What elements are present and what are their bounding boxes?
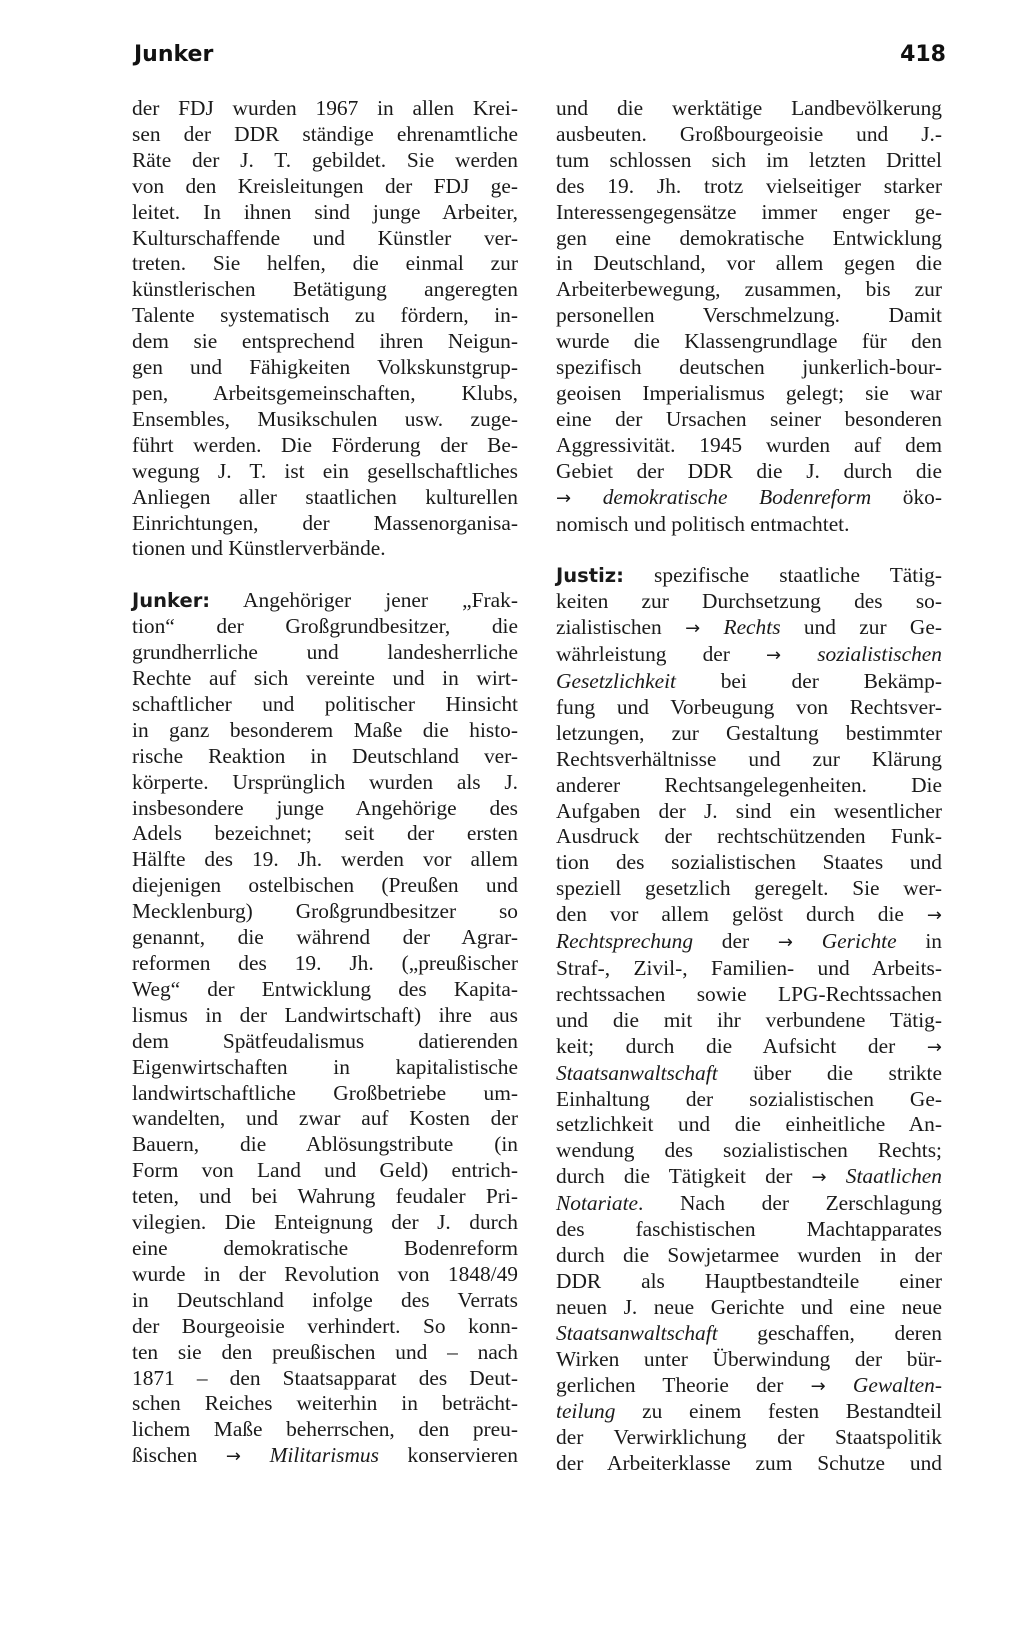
right-text-line: geoisen Imperialismus gelegt; sie war — [556, 380, 942, 405]
right-text-line: durch die Sowjetarmee wurden in der — [556, 1242, 942, 1267]
left-text-line: der Bourgeoisie verhindert. So konn- — [132, 1313, 518, 1338]
right-text-line: DDR als Hauptbestandteile einer — [556, 1268, 942, 1293]
right-text-line: personellen Verschmelzung. Damit — [556, 303, 942, 328]
left-text-line: Anliegen aller staatlichen kulturellen — [132, 484, 518, 509]
header-keyword: Junker — [134, 42, 214, 67]
right-text-line: der Verwirklichung der Staatspolitik — [556, 1425, 942, 1450]
left-text-line: reformen des 19. Jh. („preußischer — [132, 951, 518, 975]
cross-reference-term: Militarismus — [269, 1443, 379, 1468]
cross-reference-term: Rechts — [723, 615, 781, 640]
left-text-line: Hälfte des 19. Jh. werden vor allem — [132, 847, 518, 872]
right-text-line: tum schlossen sich im letzten Drittel — [556, 147, 942, 172]
right-text-line: letzungen, zur Gestaltung bestimmter — [556, 720, 942, 745]
right-text-line: und die mit ihr verbundene Tätig- — [556, 1007, 942, 1032]
left-text-line: genannt, die während der Agrar- — [132, 925, 518, 950]
right-text-line: des 19. Jh. trotz vielseitiger starker — [556, 173, 942, 198]
entry-keyword: Junker: — [132, 589, 211, 613]
right-text-line: Gebiet der DDR die J. durch die — [556, 458, 942, 483]
left-text-line: Einrichtungen, der Massenorganisa- — [132, 510, 518, 535]
arrow-icon: → — [926, 905, 942, 927]
cross-reference-term: sozialistischen — [817, 642, 942, 667]
left-text-line: führt werden. Die Förderung der Be- — [132, 432, 518, 457]
right-text-line: Justiz: spezifische staatliche Tätig- — [556, 563, 942, 588]
left-text-line: Bauern, die Ablösungstribute (in — [132, 1132, 518, 1157]
left-text-line: in Deutschland infolge des Verrats — [132, 1287, 518, 1312]
right-text-line: speziell gesetzlich geregelt. Sie wer- — [556, 876, 942, 901]
cross-reference-term: teilung — [556, 1399, 616, 1424]
cross-reference-term: Staatsanwaltschaft — [556, 1060, 718, 1085]
right-text-line: keit; durch die Aufsicht der → — [556, 1033, 942, 1058]
right-text-line: Gesetzlichkeit bei der Bekämp- — [556, 669, 942, 694]
right-text-line: Ausdruck der rechtschützenden Funk- — [556, 824, 942, 849]
right-text-line: Notariate. Nach der Zerschlagung — [556, 1191, 942, 1216]
arrow-icon: → — [811, 1167, 827, 1189]
arrow-icon: → — [766, 645, 782, 667]
left-text-line: pen, Arbeitsgemeinschaften, Klubs, — [132, 380, 518, 405]
left-text-line: Mecklenburg) Großgrundbesitzer so — [132, 899, 518, 924]
cross-reference-term: Gesetzlichkeit — [556, 669, 676, 694]
left-text-line: wurde in der Revolution von 1848/49 — [132, 1261, 518, 1286]
right-text-line: Straf-, Zivil-, Familien- und Arbeits- — [556, 956, 942, 980]
entry-keyword: Justiz: — [556, 564, 624, 588]
left-text-line: gen und Fähigkeiten Volkskunstgrup- — [132, 355, 518, 380]
right-text-line: tion des sozialistischen Staates und — [556, 850, 942, 875]
right-text-line: Rechtsprechung der → Gerichte in — [556, 929, 942, 954]
left-text-line: ten sie den preußischen und – nach — [132, 1339, 518, 1364]
right-text-line: Wirken unter Überwindung der bür- — [556, 1346, 942, 1371]
right-text-line: ausbeuten. Großbourgeoisie und J.- — [556, 121, 942, 146]
left-text-line: dem sie entsprechend ihren Neigun- — [132, 329, 518, 354]
right-text-line: keiten zur Durchsetzung des so- — [556, 589, 942, 614]
right-text-line: nomisch und politisch entmachtet. — [556, 511, 850, 536]
left-text-line: Eigenwirtschaften in kapitalistische — [132, 1054, 518, 1079]
right-text-line: Rechtsverhältnisse und zur Klärung — [556, 746, 942, 771]
left-text-line: insbesondere junge Angehörige des — [132, 795, 518, 820]
right-text-line: währleistung der → sozialistischen — [556, 642, 942, 667]
left-text-line: körperte. Ursprünglich wurden als J. — [132, 769, 518, 794]
right-text-line: Aggressivität. 1945 wurden auf dem — [556, 432, 942, 457]
left-text-line: in ganz besonderem Maße die histo- — [132, 717, 518, 742]
left-text-line: künstlerischen Betätigung angeregten — [132, 277, 518, 302]
right-text-line: durch die Tätigkeit der → Staatlichen — [556, 1164, 942, 1189]
left-text-line: von den Kreisleitungen der FDJ ge- — [132, 173, 518, 198]
left-text-line: rische Reaktion in Deutschland ver- — [132, 743, 518, 768]
page-number: 418 — [900, 42, 946, 67]
left-text-line: vilegien. Die Enteignung der J. durch — [132, 1210, 518, 1235]
right-text-line: Einhaltung der sozialistischen Ge- — [556, 1086, 942, 1111]
cross-reference-term: Gerichte — [821, 929, 897, 954]
left-text-line: leitet. In ihnen sind junge Arbeiter, — [132, 199, 518, 224]
left-text-line: Kulturschaffende und Künstler ver- — [132, 225, 518, 250]
right-text-line: eine der Ursachen seiner besonderen — [556, 406, 942, 431]
left-text-line: wegung J. T. ist ein gesellschaftliches — [132, 458, 518, 483]
right-text-line: zialistischen → Rechts und zur Ge- — [556, 615, 942, 640]
left-text-line: tionen und Künstlerverbände. — [132, 536, 386, 561]
left-text-line: Ensembles, Musikschulen usw. zuge- — [132, 406, 518, 431]
left-text-line: 1871 – den Staatsapparat des Deut- — [132, 1365, 518, 1390]
left-text-line: tion“ der Großgrundbesitzer, die — [132, 614, 518, 639]
left-text-line: Adels bezeichnet; seit der ersten — [132, 821, 518, 846]
paragraph-gap — [556, 537, 942, 563]
left-text-line: lichem Maße beherrschen, den preu- — [132, 1417, 518, 1442]
left-text-line: schen Reiches weiterhin in beträcht- — [132, 1391, 518, 1416]
right-text-line: Interessengegensätze immer enger ge- — [556, 199, 942, 224]
left-text-line: diejenigen ostelbischen (Preußen und — [132, 873, 518, 898]
running-head — [134, 42, 946, 67]
left-text-line: landwirtschaftliche Großbetriebe um- — [132, 1080, 518, 1105]
left-text-line: grundherrliche und landesherrliche — [132, 640, 518, 665]
arrow-icon: → — [777, 932, 793, 954]
left-text-line: eine demokratische Bodenreform — [132, 1235, 518, 1260]
right-text-line: wurde die Klassengrundlage für den — [556, 329, 942, 354]
left-text-line: dem Spätfeudalismus datierenden — [132, 1028, 518, 1053]
right-text-line: Arbeiterbewegung, zusammen, bis zur — [556, 277, 942, 302]
arrow-icon: → — [926, 1036, 942, 1058]
right-text-line: Staatsanwaltschaft über die strikte — [556, 1060, 942, 1085]
right-text-line: anderer Rechtsangelegenheiten. Die — [556, 772, 942, 797]
right-text-line: wendung des sozialistischen Rechts; — [556, 1138, 942, 1163]
left-column — [132, 96, 518, 1470]
left-text-line: sen der DDR ständige ehrenamtliche — [132, 121, 518, 146]
left-text-line: teten, und bei Wahrung feudaler Pri- — [132, 1184, 518, 1209]
right-text-line: gerlichen Theorie der → Gewalten- — [556, 1372, 942, 1397]
arrow-icon: → — [556, 487, 572, 509]
arrow-icon: → — [225, 1446, 242, 1468]
left-text-line: Form von Land und Geld) entrich- — [132, 1158, 518, 1183]
cross-reference-term: Rechtsprechung — [556, 929, 694, 954]
right-text-line: gen eine demokratische Entwicklung — [556, 225, 942, 250]
right-text-line: in Deutschland, vor allem gegen die — [556, 251, 942, 276]
right-text-line: fung und Vorbeugung von Rechtsver- — [556, 694, 942, 719]
cross-reference-term: Staatsanwaltschaft — [556, 1320, 718, 1345]
left-text-line: wandelten, und zwar auf Kosten der — [132, 1106, 518, 1131]
left-text-line: treten. Sie helfen, die einmal zur — [132, 251, 518, 276]
right-text-line: neuen J. neue Gerichte und eine neue — [556, 1294, 942, 1319]
arrow-icon: → — [685, 618, 701, 640]
paragraph-gap — [132, 562, 518, 588]
right-text-line: den vor allem gelöst durch die → — [556, 902, 942, 927]
right-text-line: Aufgaben der J. sind ein wesentlicher — [556, 798, 942, 823]
left-text-line: Junker: Angehöriger jener „Frak- — [132, 588, 518, 613]
right-text-line: und die werktätige Landbevölkerung — [556, 96, 942, 120]
left-text-line: schaftlicher und politischer Hinsicht — [132, 691, 518, 716]
right-text-line: rechtssachen sowie LPG-Rechtssachen — [556, 981, 942, 1006]
left-text-line: ßischen → Militarismus konservieren — [132, 1443, 518, 1468]
right-text-line: setzlichkeit und die einheitliche An- — [556, 1112, 942, 1137]
right-text-line: der Arbeiterklasse zum Schutze und — [556, 1451, 942, 1476]
right-column — [556, 96, 942, 1477]
right-text-line: Staatsanwaltschaft geschaffen, deren — [556, 1320, 942, 1345]
left-text-line: lismus in der Landwirtschaft) ihre aus — [132, 1002, 518, 1027]
left-text-line: der FDJ wurden 1967 in allen Krei- — [132, 96, 518, 120]
right-text-line: teilung zu einem festen Bestandteil — [556, 1399, 942, 1424]
arrow-icon: → — [810, 1375, 826, 1397]
cross-reference-term: Gewalten- — [852, 1372, 942, 1397]
left-text-line: Rechte auf sich vereinte und in wirt- — [132, 666, 518, 691]
left-text-line: Weg“ der Entwicklung des Kapita- — [132, 976, 518, 1001]
right-text-line: des faschistischen Machtapparates — [556, 1217, 942, 1242]
left-text-line: Talente systematisch zu fördern, in- — [132, 303, 518, 328]
right-text-line: spezifisch deutschen junkerlich-bour- — [556, 355, 942, 380]
cross-reference-term: Notariate — [556, 1191, 639, 1216]
right-text-line: → demokratische Bodenreform öko- — [556, 484, 942, 509]
left-text-line: Räte der J. T. gebildet. Sie werden — [132, 147, 518, 172]
cross-reference-term: demokratische Bodenreform — [602, 484, 872, 509]
cross-reference-term: Staatlichen — [845, 1164, 942, 1189]
